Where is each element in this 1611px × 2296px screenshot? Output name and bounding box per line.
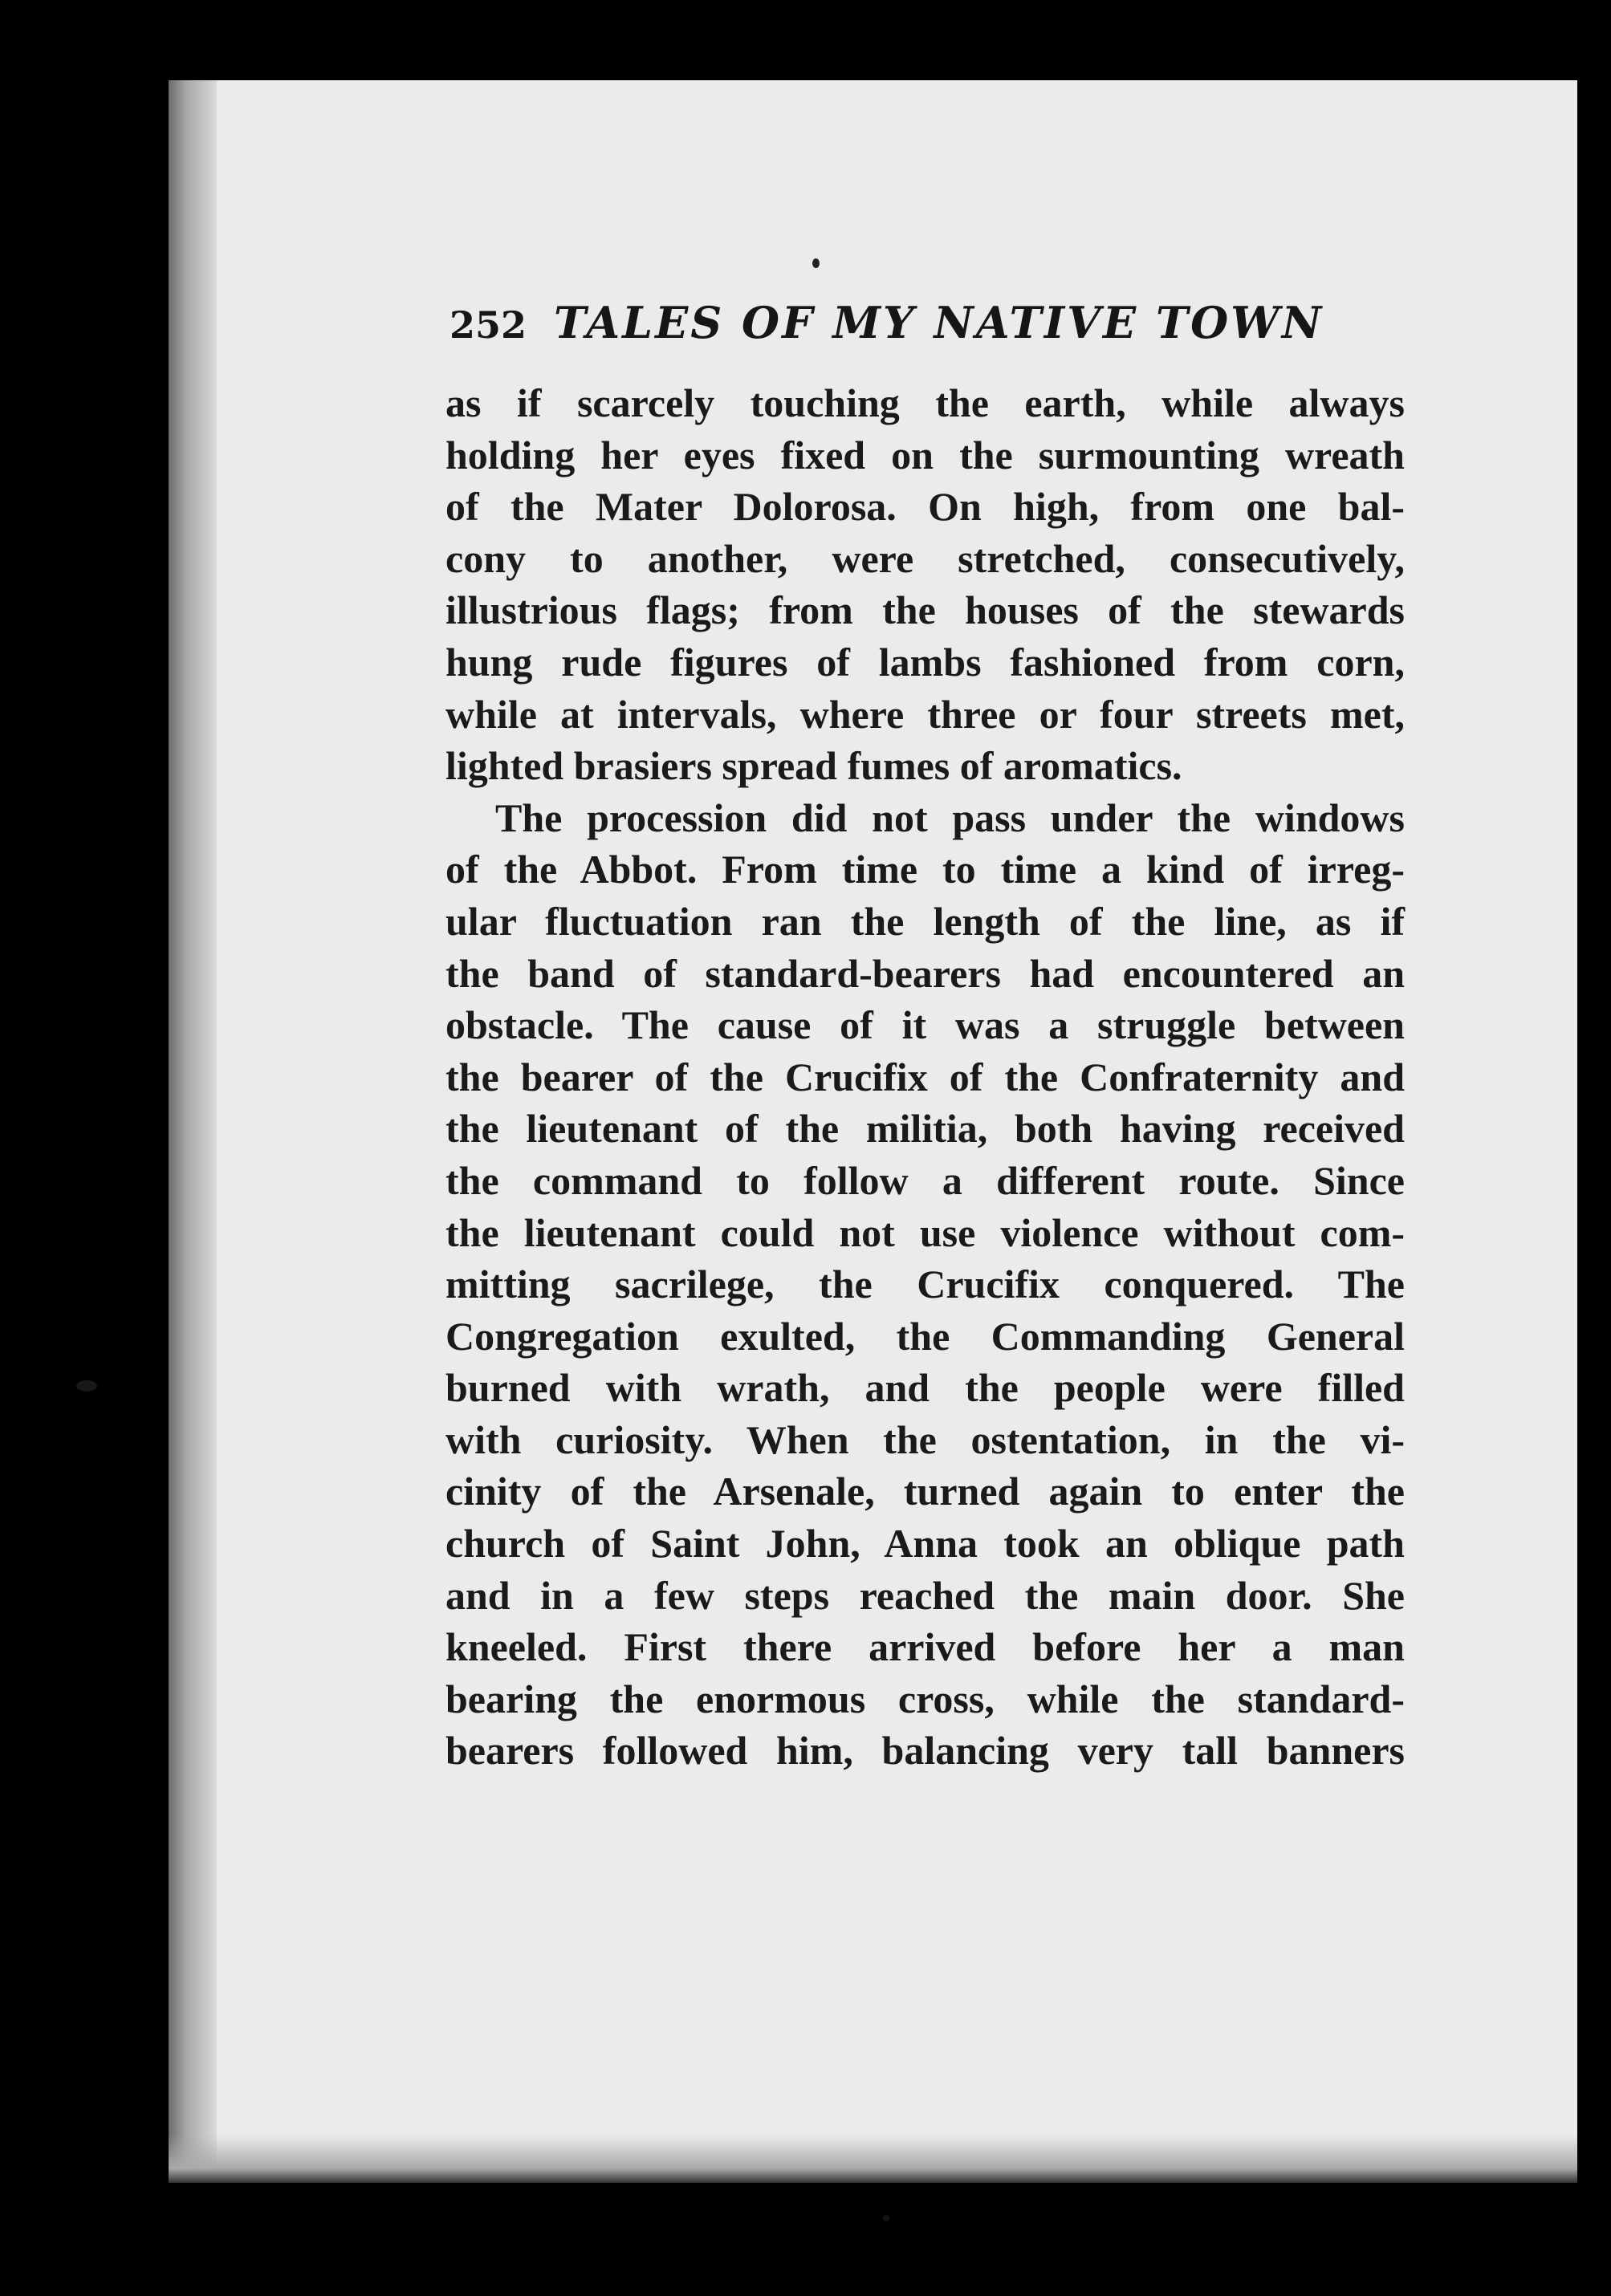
gutter-shadow xyxy=(169,80,217,2183)
text-line: of the Abbot. From time to time a kind of irreg- xyxy=(445,847,1405,892)
text-line: bearing the enormous cross, while the standard- xyxy=(445,1676,1405,1721)
text-line: burned with wrath, and the people were filled xyxy=(445,1365,1405,1411)
text-line: holding her eyes fixed on the surmounting wreath xyxy=(445,432,1405,477)
running-header xyxy=(450,297,1413,361)
text-line: ular fluctuation ran the length of the line, as if xyxy=(445,898,1405,944)
text-line: illustrious flags; from the houses of the stewards xyxy=(445,587,1405,633)
text-line: church of Saint John, Anna took an oblique path xyxy=(445,1521,1405,1567)
text-line: lighted brasiers spread fumes of aromatics. xyxy=(445,743,1182,789)
text-line: cony to another, were stretched, consecutively, xyxy=(445,535,1405,581)
text-line: the band of standard-bearers had encountered an xyxy=(445,950,1405,996)
text-line: while at intervals, where three or four streets met, xyxy=(445,691,1405,737)
text-line: with curiosity. When the ostentation, in the vi- xyxy=(445,1416,1405,1462)
text-line: The procession did not pass under the windows xyxy=(495,794,1405,840)
text-line: kneeled. First there arrived before her a man xyxy=(445,1624,1405,1670)
dust-speck xyxy=(883,2215,889,2221)
text-line: bearers followed him, balancing very tall banners xyxy=(445,1728,1405,1774)
text-line: the bearer of the Crucifix of the Confraternity and xyxy=(445,1054,1405,1099)
text-line: cinity of the Arsenale, turned again to enter the xyxy=(445,1469,1405,1514)
text-line: hung rude figures of lambs fashioned from corn, xyxy=(445,639,1405,685)
text-line: mitting sacrilege, the Crucifix conquered. The xyxy=(445,1262,1405,1307)
bottom-edge-shadow xyxy=(169,2135,1581,2183)
text-line: Congregation exulted, the Commanding General xyxy=(445,1313,1405,1359)
text-line: the lieutenant of the militia, both having received xyxy=(445,1106,1405,1152)
text-line: the lieutenant could not use violence without com- xyxy=(445,1209,1405,1255)
body-text xyxy=(445,377,1405,1777)
running-title: TALES OF MY NATIVE TOWN xyxy=(554,297,1324,348)
text-line: and in a few steps reached the main door. She xyxy=(445,1572,1405,1618)
text-line: as if scarcely touching the earth, while always xyxy=(445,380,1405,425)
dust-speck xyxy=(76,1380,97,1392)
text-line: of the Mater Dolorosa. On high, from one bal- xyxy=(445,484,1405,530)
dust-speck xyxy=(812,258,820,268)
page-number: 252 xyxy=(450,303,527,347)
right-scan-edge xyxy=(1577,80,1611,2183)
text-line: the command to follow a different route. Since xyxy=(445,1157,1405,1203)
text-line: obstacle. The cause of it was a struggle between xyxy=(445,1002,1405,1048)
